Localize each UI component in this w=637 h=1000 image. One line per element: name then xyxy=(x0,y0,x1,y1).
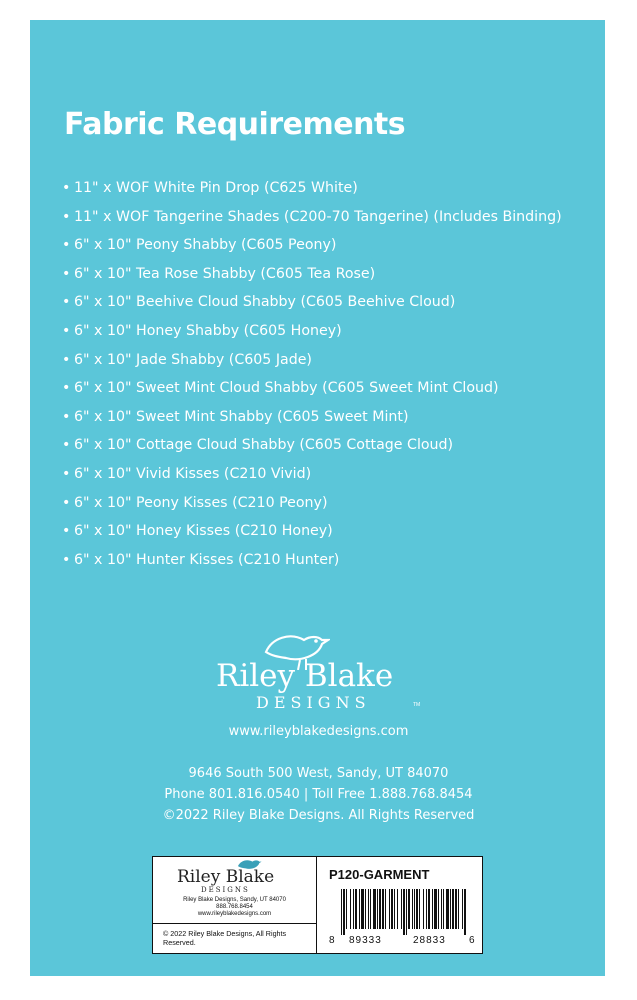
barcode-bar xyxy=(373,889,376,929)
barcode-bar xyxy=(359,889,360,929)
list-item: • 6" x 10" Honey Kisses (C210 Honey) xyxy=(62,523,333,540)
barcode-bar xyxy=(414,889,415,929)
list-item: • 6" x 10" Vivid Kisses (C210 Vivid) xyxy=(62,465,312,482)
bullet-icon: • xyxy=(62,465,71,482)
barcode-bar xyxy=(428,889,430,929)
barcode-bar xyxy=(438,889,439,929)
barcode-digits-left: 89333 xyxy=(349,935,382,946)
barcode-bar xyxy=(346,889,347,929)
list-item: • 6" x 10" Tea Rose Shabby (C605 Tea Rose) xyxy=(62,265,376,282)
barcode-bar xyxy=(377,889,378,929)
list-item: • 6" x 10" Hunter Kisses (C210 Hunter) xyxy=(62,551,340,568)
barcode-digits-right: 28833 xyxy=(413,935,446,946)
barcode-digit: 8 xyxy=(329,935,335,946)
bullet-icon: • xyxy=(62,494,71,511)
barcode-bar xyxy=(353,889,354,929)
copyright: ©2022 Riley Blake Designs. All Rights Reserved xyxy=(162,808,475,823)
barcode-bar xyxy=(368,889,369,929)
list-item: • 6" x 10" Honey Shabby (C605 Honey) xyxy=(62,322,342,339)
barcode-bar xyxy=(458,889,459,929)
label-info xyxy=(153,857,317,953)
label-website: www.rileyblakedesigns.com xyxy=(197,911,272,917)
barcode-bar xyxy=(443,889,444,929)
list-item: • 6" x 10" Peony Shabby (C605 Peony) xyxy=(62,237,337,254)
page-title: Fabric Requirements xyxy=(64,107,406,142)
label-logo: Riley Blake DESIGNS xyxy=(177,859,297,893)
label-divider xyxy=(153,923,316,924)
barcode-bar xyxy=(419,889,420,929)
barcode-digit: 6 xyxy=(469,935,475,946)
barcode-bar xyxy=(416,889,418,929)
bullet-icon: • xyxy=(62,265,71,282)
barcode-bar xyxy=(397,889,398,929)
fabric-requirements-list xyxy=(62,178,562,578)
barcode-bar xyxy=(401,889,402,929)
label-copyright: © 2022 Riley Blake Designs, All Rights Reserved. xyxy=(163,929,287,947)
label-address: Riley Blake Designs, Sandy, UT 84070 xyxy=(183,897,286,903)
bullet-icon: • xyxy=(62,437,71,454)
list-item: • 6" x 10" Peony Kisses (C210 Peony) xyxy=(62,494,328,511)
bullet-icon: • xyxy=(62,408,71,425)
label-phone: 888.768.8454 xyxy=(216,904,253,910)
logo-name: Riley Blake xyxy=(216,658,394,694)
barcode-bar xyxy=(408,889,410,929)
barcode xyxy=(339,889,471,935)
barcode-bar xyxy=(391,889,393,929)
barcode-bar xyxy=(464,889,466,935)
barcode-bar xyxy=(403,889,405,935)
phone: Phone 801.816.0540 | Toll Free 1.888.768.8454 xyxy=(164,787,473,802)
list-item: • 6" x 10" Sweet Mint Cloud Shabby (C605 Sweet Mint Cloud) xyxy=(62,380,499,397)
barcode-bar xyxy=(441,889,442,929)
logo-subtitle: DESIGNS xyxy=(256,693,371,712)
barcode-bar xyxy=(406,889,407,935)
product-sku: P120-GARMENT xyxy=(329,867,430,882)
bullet-icon: • xyxy=(62,237,71,254)
trademark: TM xyxy=(413,702,421,708)
barcode-bar xyxy=(412,889,413,929)
barcode-bar xyxy=(385,889,386,929)
bullet-icon: • xyxy=(62,294,71,311)
barcode-bar xyxy=(389,889,390,929)
list-item: • 6" x 10" Beehive Cloud Shabby (C605 Beehive Cloud) xyxy=(62,294,456,311)
barcode-bar xyxy=(455,889,457,929)
bullet-icon: • xyxy=(62,551,71,568)
barcode-bar xyxy=(432,889,433,929)
barcode-bar xyxy=(382,889,384,929)
bullet-icon: • xyxy=(62,523,71,540)
bullet-icon: • xyxy=(62,380,71,397)
bullet-icon: • xyxy=(62,180,71,196)
list-item: • 11" x WOF Tangerine Shades (C200-70 Tangerine) (Includes Binding) xyxy=(62,208,562,225)
barcode-bar xyxy=(434,889,437,929)
barcode-bar xyxy=(361,889,364,929)
product-label xyxy=(152,856,483,954)
barcode-bar xyxy=(370,889,371,929)
list-item: • 6" x 10" Sweet Mint Shabby (C605 Sweet Mint) xyxy=(62,408,409,425)
barcode-bar xyxy=(450,889,451,929)
barcode-bar xyxy=(462,889,463,929)
bullet-icon: • xyxy=(62,208,71,225)
barcode-bar xyxy=(341,889,342,935)
address: 9646 South 500 West, Sandy, UT 84070 xyxy=(188,766,449,781)
barcode-bar xyxy=(423,889,424,929)
barcode-bar xyxy=(365,889,366,929)
website-link[interactable]: www.rileyblakedesigns.com xyxy=(228,724,409,739)
bullet-icon: • xyxy=(62,322,71,339)
barcode-bar xyxy=(355,889,357,929)
bullet-icon: • xyxy=(62,351,71,368)
barcode-bar xyxy=(350,889,351,929)
barcode-bar xyxy=(379,889,381,929)
barcode-bar xyxy=(452,889,454,929)
barcode-bar xyxy=(343,889,345,935)
barcode-bar xyxy=(426,889,427,929)
list-item: • 6" x 10" Cottage Cloud Shabby (C605 Cottage Cloud) xyxy=(62,437,454,454)
list-item: • 6" x 10" Jade Shabby (C605 Jade) xyxy=(62,351,312,368)
riley-blake-logo xyxy=(210,628,425,723)
barcode-bar xyxy=(394,889,395,929)
barcode-bar xyxy=(446,889,449,929)
list-item: • 11" x WOF White Pin Drop (C625 White) xyxy=(62,180,358,196)
